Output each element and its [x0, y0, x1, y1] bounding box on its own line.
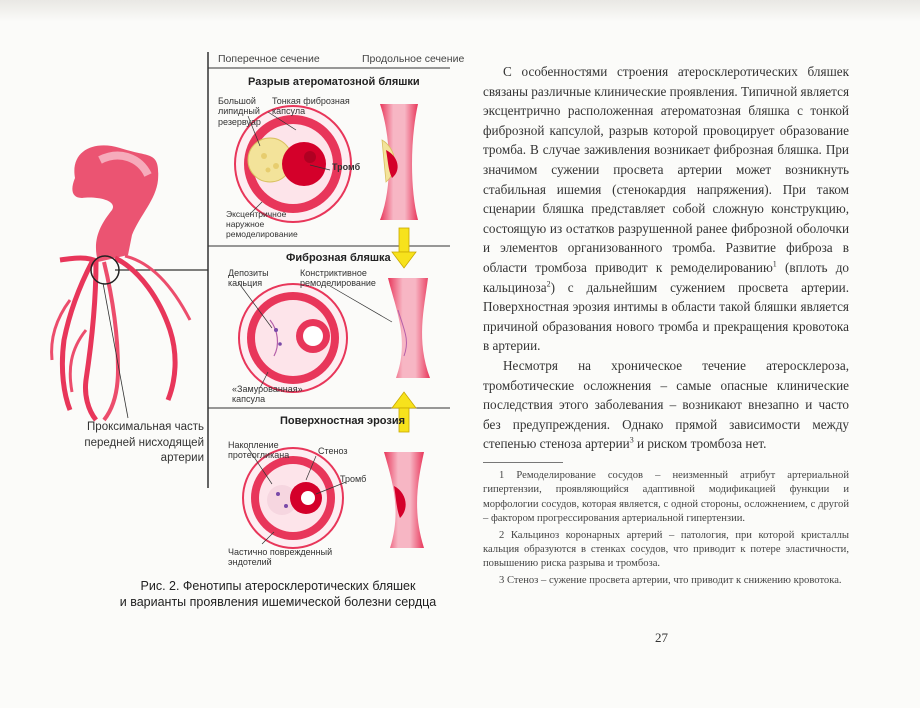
label-line: Констриктивное — [300, 268, 367, 278]
label-line: наружное — [226, 218, 265, 229]
label-proximal-lad — [72, 420, 204, 467]
footnote-ref-2: 2 — [546, 279, 551, 289]
paragraph-2 — [483, 356, 849, 454]
text-span: С особенностями строения атеросклеротических бляшек связаны различные клинические проявления. Типичной является эксцентрично расположенная атероматозная бляшка с тонкой фиброзной капсулой, разрыв которой провоцирует образование тромба. В случае заживления возникает фиброзная бляшка. При значимом сужении просвета артерии может возникнуть стабильная ишемия (стенокардия напряжения). При таком сценарии бляшка представляет собой сложную конструкцию, состоящую из остатков разрушенной ранее фиброзной оболочки и элементов организованного тромба. Развитие фиброза в области тромбоза приводит к ремоделированию — [483, 64, 850, 275]
label-line: Накопление — [228, 440, 279, 450]
label-constrictive-remodeling — [300, 268, 376, 289]
footnote-ref-3: 3 — [629, 435, 634, 445]
caption-line: Рис. 2. Фенотипы атеросклеротических бляшек — [140, 579, 416, 593]
label-line: капсула — [232, 394, 266, 405]
footnote-2: 2 Кальциноз коронарных артерий – патология, при которой кристаллы кальция образуются в стенках сосудов, что приводит к потере эластичности, повышению риска разрыва и тромбоза. — [483, 529, 849, 570]
header-cross-section: Поперечное сечение — [218, 53, 320, 65]
page-number: 27 — [655, 630, 668, 645]
label-line: ремоделирование — [300, 278, 376, 289]
label-line: капсула — [272, 106, 306, 117]
label-line: артерии — [160, 452, 204, 465]
label-line: «Замурованная» — [232, 384, 303, 394]
label-line: Большой — [218, 96, 256, 106]
thrombus-1 — [282, 142, 326, 186]
label-line: Эксцентричное — [226, 209, 287, 219]
label-line: Частично поврежденный — [228, 547, 333, 557]
section-title-fibrous: Фиброзная бляшка — [286, 252, 391, 264]
footnote-3: 3 Стеноз – сужение просвета артерии, что приводит к снижению кровотока. — [499, 574, 842, 586]
label-line: Проксимальная часть — [87, 421, 204, 433]
label-line: Тонкая фиброзная — [272, 96, 350, 106]
label-line: резервуар — [218, 116, 261, 127]
footnote-divider — [483, 462, 563, 463]
label-line: передней нисходящей — [84, 436, 204, 449]
section-1-rupture — [235, 104, 418, 222]
footnotes — [483, 469, 849, 588]
text-span: Несмотря на хроническое течение атеросклероза, тромботические осложнения – самые опасные клинические последствия этого заболевания – возникают внезапно и часто без предупреждения. Однако прямой зависимости между степенью стеноза артерии — [483, 357, 849, 452]
label-line: кальция — [228, 278, 263, 289]
section-title-erosion: Поверхностная эрозия — [280, 415, 406, 427]
label-line: ремоделирование — [226, 228, 298, 239]
label-thrombus-1: Тромб — [332, 162, 361, 172]
aorta-shape — [72, 145, 158, 262]
label-line: протеогликана — [228, 450, 290, 461]
footnote-1: 1 Ремоделирование сосудов – неизменный атрибут артериальной гипертензии, проявляющийся адаптивной модификацией функции и морфологии сосудов, которая является, с одной стороны, осложнением, с другой – фактором прогрессирования артериальной гипертензии. — [483, 469, 849, 525]
caption-line: и варианты проявления ишемической болезни сердца — [119, 595, 437, 610]
section-2-fibrous — [239, 278, 430, 392]
label-line: эндотелий — [228, 557, 272, 568]
label-thin-fibrous-cap — [272, 96, 350, 117]
text-span: (вплоть до кальциноза — [483, 259, 849, 295]
label-walled-cap — [232, 384, 303, 405]
vessel-long-2 — [388, 278, 430, 378]
paragraph-1 — [483, 62, 849, 356]
label-lipid-reservoir — [218, 96, 261, 127]
body-text-column — [483, 62, 849, 590]
label-line: липидный — [218, 106, 260, 117]
label-eccentric-remodeling — [226, 210, 298, 239]
label-stenosis: Стеноз — [318, 446, 348, 456]
heart-arteries-illustration — [52, 145, 190, 420]
text-span: ) с дальнейшим сужением просвета артерии. Поверхностная эрозия интимы в области такой бляшки является причиной образования нового тромба и прекращения кровотока в артерии. — [483, 279, 849, 354]
footnote-ref-1: 1 — [772, 259, 777, 269]
label-thrombus-3: Тромб — [340, 474, 367, 484]
label-proteoglycan — [228, 440, 289, 461]
header-longitudinal-section: Продольное сечение — [362, 53, 465, 65]
label-calcium-deposits — [228, 268, 269, 289]
figure-caption — [118, 578, 438, 611]
section-3-erosion — [243, 448, 424, 548]
text-span: и риском тромбоза нет. — [633, 436, 767, 452]
section-title-rupture: Разрыв атероматозной бляшки — [248, 76, 420, 88]
label-line: Депозиты — [228, 268, 269, 278]
arrow-down-icon — [392, 228, 416, 268]
label-damaged-endothelium — [228, 547, 332, 568]
